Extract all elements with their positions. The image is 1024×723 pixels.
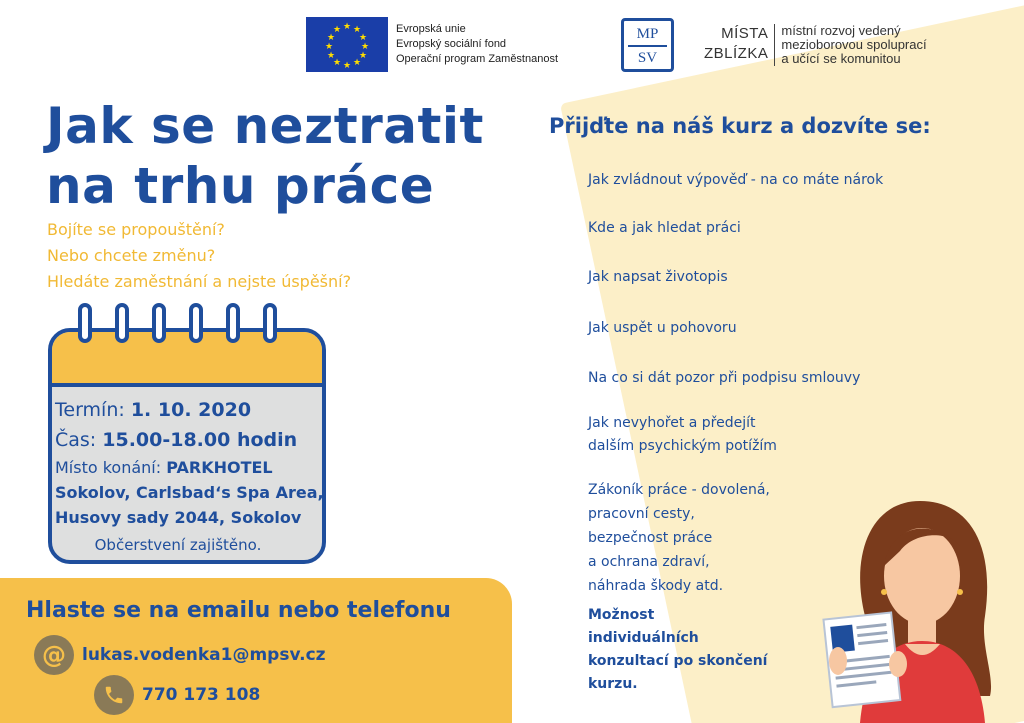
event-place-line: Husovy sady 2044, Sokolov — [55, 508, 302, 527]
email-icon: @ — [34, 635, 74, 675]
check-icon: ✓ — [552, 264, 572, 289]
mista-desc-line: mezioborovou spoluprací — [781, 37, 927, 52]
question-item: Nebo chcete změnu? — [47, 246, 216, 265]
event-refreshment: Občerstvení zajištěno. — [94, 536, 262, 554]
mista-title-2: ZBLÍZKA — [704, 45, 769, 62]
check-icon: ✓ — [552, 637, 572, 662]
course-item: ✓ Možnost individuálních konzultací po skončení kurzu. — [548, 604, 767, 696]
phone-icon — [94, 675, 134, 715]
check-icon: ✓ — [552, 167, 572, 192]
check-icon: ✓ — [552, 365, 572, 390]
event-place: Místo konání: PARKHOTEL — [55, 458, 273, 477]
mista-zblizka-logo — [704, 24, 927, 66]
mista-title-1: MÍSTA — [721, 25, 769, 42]
course-item: ✓ Na co si dát pozor při podpisu smlouvy — [548, 366, 860, 390]
eu-line: Operační program Zaměstnanost — [396, 53, 559, 65]
eu-flag-icon: ★ ★ ★ ★ ★ ★ ★ ★ ★ ★ ★ ★ — [306, 17, 388, 72]
question-item: Hledáte zaměstnání a nejste úspěšní? — [47, 272, 352, 291]
check-icon: ✓ — [552, 215, 572, 240]
title-line-1: Jak se neztratit — [46, 97, 484, 155]
question-item: Bojíte se propouštění? — [47, 220, 225, 239]
page-title — [46, 96, 484, 216]
check-icon: ✓ — [552, 315, 572, 340]
questions — [47, 217, 351, 295]
contact-title: Hlaste se na emailu nebo telefonu — [26, 598, 451, 623]
email-row[interactable] — [34, 635, 326, 675]
event-place-line: Sokolov, Carlsbad‘s Spa Area, — [55, 483, 324, 502]
course-item: ✓ Jak nevyhořet a předejít dalším psychickým potížím — [548, 412, 777, 458]
mpsv-top: MP — [636, 26, 659, 42]
phone-row[interactable] — [94, 675, 260, 715]
event-time: Čas: 15.00-18.00 hodin — [55, 429, 298, 451]
woman-illustration — [820, 496, 1020, 723]
eu-text — [396, 22, 558, 67]
event-details — [55, 395, 324, 560]
email-link[interactable]: lukas.vodenka1@mpsv.cz — [82, 645, 326, 665]
check-icon: ✓ — [552, 525, 572, 550]
eu-line: Evropský sociální fond — [396, 38, 507, 50]
course-title: Přijďte na náš kurz a dozvíte se: — [549, 114, 931, 138]
mista-desc-line: místní rozvoj vedený — [781, 23, 901, 38]
mista-desc-line: a učící se komunitou — [781, 51, 901, 66]
course-item: ✓ Jak uspět u pohovoru — [548, 316, 737, 340]
course-item: ✓ Zákoník práce - dovolená, pracovní cesty, bezpečnost práce a ochrana zdraví, náhrada škody atd. — [548, 478, 770, 598]
eu-line: Evropská unie — [396, 23, 466, 35]
check-icon: ✓ — [552, 422, 572, 447]
calendar-rings — [78, 303, 277, 343]
eu-logo — [306, 17, 558, 72]
phone-link[interactable]: 770 173 108 — [142, 685, 261, 705]
course-item: ✓ Jak zvládnout výpověď - na co máte nárok — [548, 168, 883, 192]
event-term: Termín: 1. 10. 2020 — [55, 399, 252, 421]
title-line-2: na trhu práce — [46, 157, 435, 215]
mpsv-bottom: SV — [637, 50, 658, 66]
course-item: ✓ Kde a jak hledat práci — [548, 216, 741, 240]
mpsv-logo — [621, 18, 674, 72]
course-item: ✓ Jak napsat životopis — [548, 265, 728, 289]
